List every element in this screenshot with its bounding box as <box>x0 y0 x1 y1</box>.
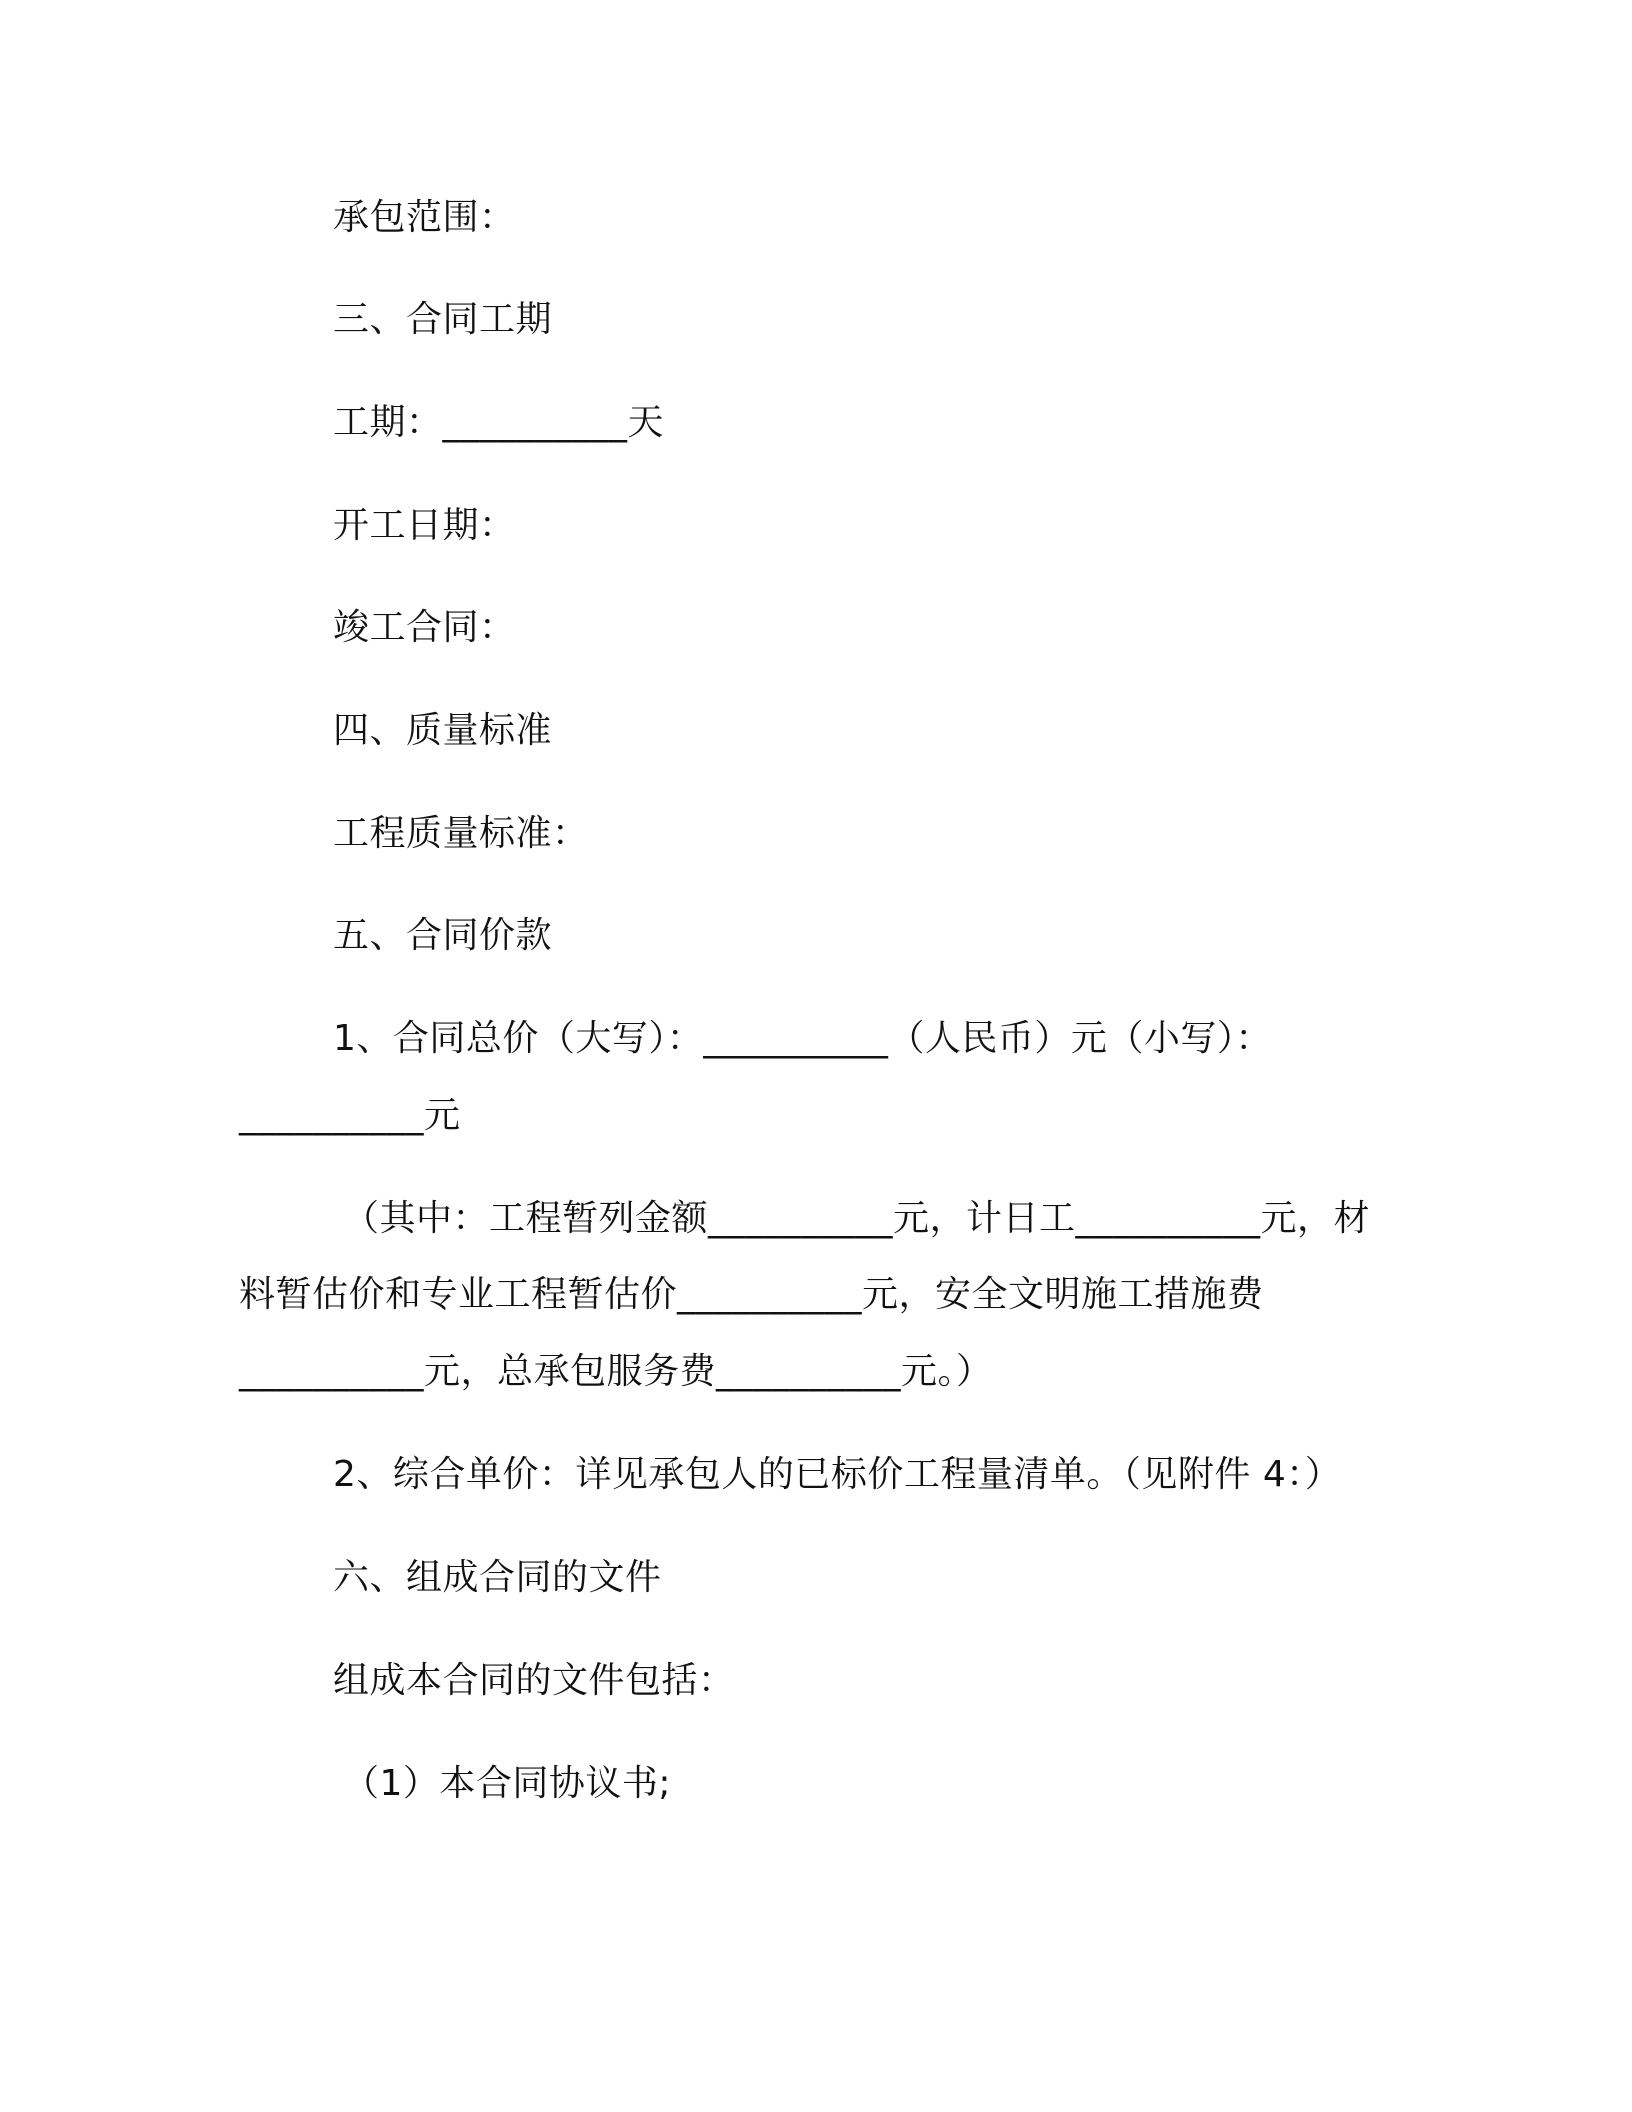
total-price-line-1: 1、合同总价（大写）：__________（人民币）元（小写）： <box>333 1018 1272 1059</box>
scope-label: 承包范围： <box>333 197 516 238</box>
price-breakdown-line-2: 料暂估价和专业工程暂估价__________元，安全文明施工措施费 <box>239 1274 1264 1315</box>
quality-standard-label: 工程质量标准： <box>333 813 589 854</box>
section-heading-quality-standard: 四、质量标准 <box>333 710 553 751</box>
start-date-label: 开工日期： <box>333 505 516 546</box>
total-price-line-2: __________元 <box>239 1095 461 1136</box>
section-heading-contract-documents: 六、组成合同的文件 <box>333 1557 662 1598</box>
unit-price-line: 2、综合单价：详见承包人的已标价工程量清单。（见附件 4：） <box>333 1454 1342 1495</box>
contract-document-item-1: （1）本合同协议书; <box>343 1763 672 1804</box>
contract-documents-intro: 组成本合同的文件包括： <box>333 1660 735 1701</box>
duration-line: 工期：__________天 <box>333 402 665 443</box>
price-breakdown-line-1: （其中：工程暂列金额__________元，计日工__________元，材 <box>343 1198 1371 1239</box>
section-heading-contract-price: 五、合同价款 <box>333 915 553 956</box>
completion-label: 竣工合同： <box>333 607 516 648</box>
price-breakdown-line-3: __________元，总承包服务费__________元。） <box>239 1351 993 1392</box>
section-heading-contract-period: 三、合同工期 <box>333 299 553 340</box>
